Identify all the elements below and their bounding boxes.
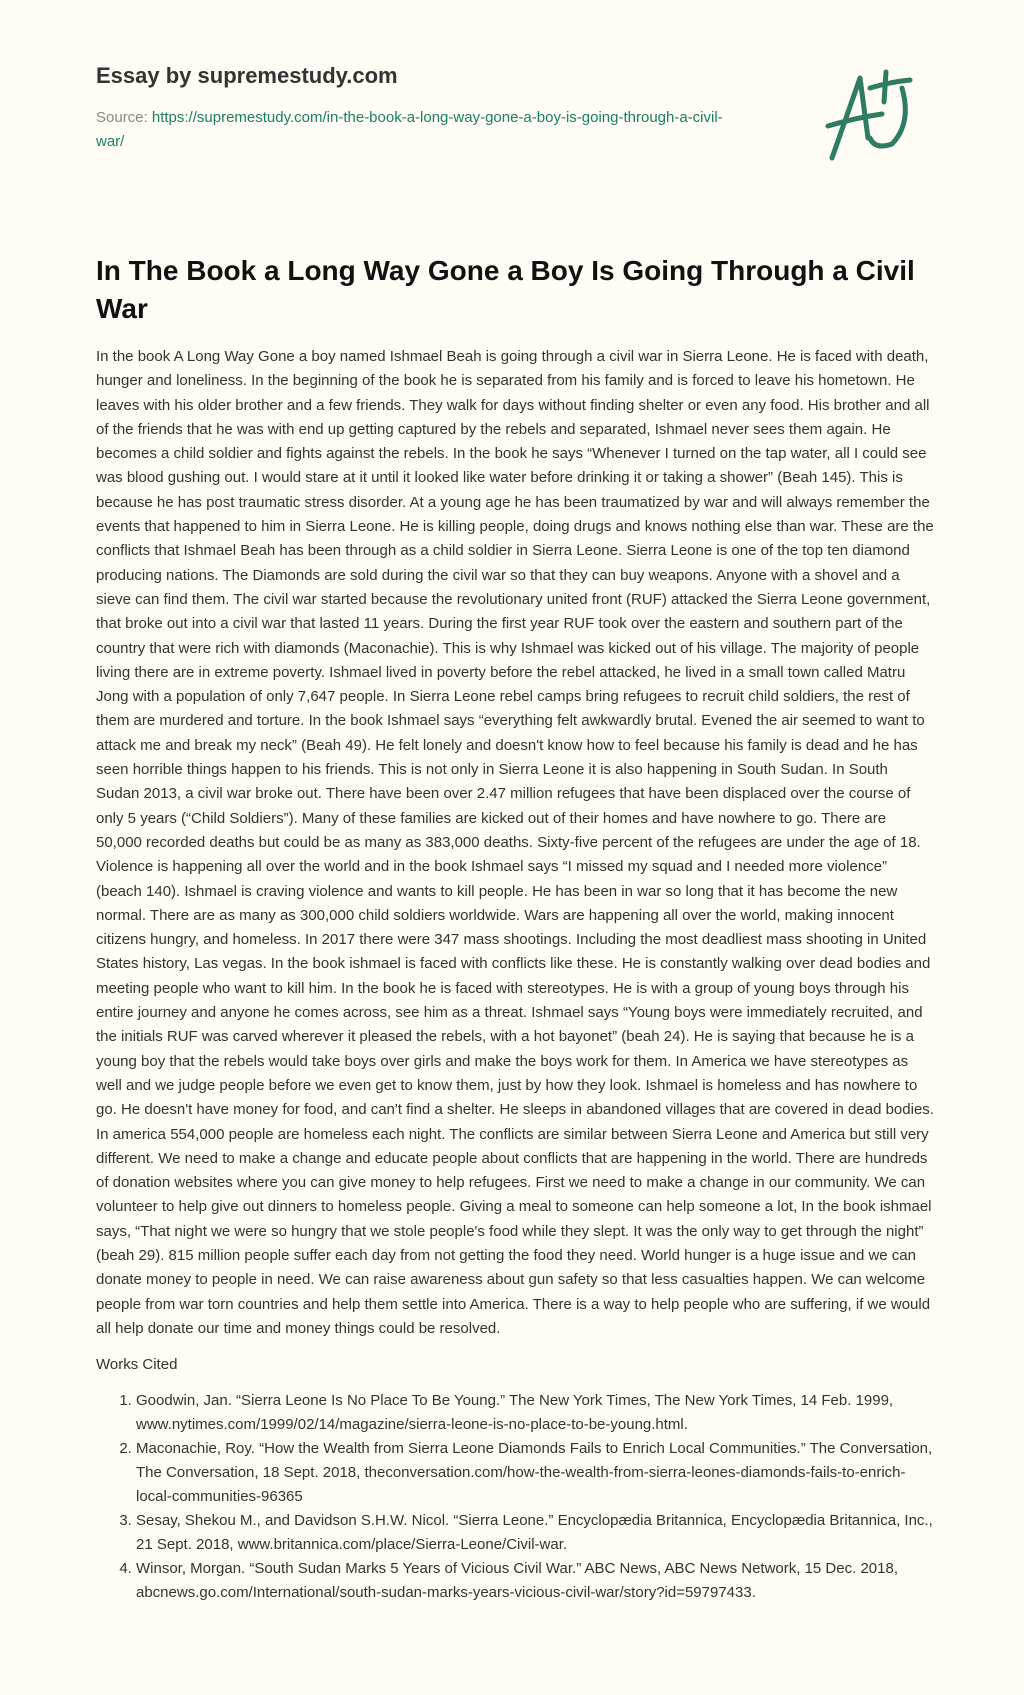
source-link[interactable]: https://supremestudy.com/in-the-book-a-long-way-gone-a-boy-is-going-through-a-civil-war/ xyxy=(96,109,723,150)
essay-title: In The Book a Long Way Gone a Boy Is Going Through a Civil War xyxy=(96,255,915,324)
works-cited-list xyxy=(96,1389,934,1605)
a-plus-logo-icon xyxy=(820,68,930,168)
citation-item: 1. Goodwin, Jan. “Sierra Leone Is No Place To Be Young.” The New York Times, The New York Times, 14 Feb. 1999, www.nytimes.com/1999/02/14/magazine/sierra-leone-is-no-place-to-be-young.html. xyxy=(136,1389,934,1437)
source-line xyxy=(96,106,736,154)
site-title: Essay by supremestudy.com xyxy=(96,63,398,88)
works-cited-heading: Works Cited xyxy=(96,1356,178,1374)
essay-body: In the book A Long Way Gone a boy named Ishmael Beah is going through a civil war in Sierra Leone. He is faced with death, hunger and loneliness. In the beginning of the book he is separated from his family and is forced to leave his hometown. He leaves with his older brother and a few friends. They walk for days without finding shelter or even any food. His brother and all of the friends that he was with end up getting captured by the rebels and separated, Ishmael never sees them again. He becomes a child soldier and fights against the rebels. In the book he says “Whenever I turned on the tap water, all I could see was blood gushing out. I would stare at it until it looked like water before drinking it or taking a shower” (Beah 145). This is because he has post traumatic stress disorder. At a young age he has been traumatized by war and will always remember the events that happened to him in Sierra Leone. He is killing people, doing drugs and knows nothing else than war. These are the conflicts that Ishmael Beah has been through as a child soldier in Sierra Leone. Sierra Leone is one of the top ten diamond producing nations. The Diamonds are sold during the civil war so that they can buy weapons. Anyone with a shovel and a sieve can find them. The civil war started because the revolutionary united front (RUF) attacked the Sierra Leone government, that broke out into a civil war that lasted 11 years. During the first year RUF took over the eastern and southern part of the country that were rich with diamonds (Maconachie). This is why Ishmael was kicked out of his village. The majority of people living there are in extreme poverty. Ishmael lived in poverty before the rebel attacked, he lived in a small town called Matru Jong with a population of only 7,647 people. In Sierra Leone rebel camps bring refugees to recruit child soldiers, the rest of them are murdered and torture. In the book Ishmael says “everything felt awkwardly brutal. Evened the air seemed to want to attack me and break my neck” (Beah 49). He felt lonely and doesn't know how to feel because his family is dead and he has seen horrible things happen to his friends. This is not only in Sierra Leone it is also happening in South Sudan. In South Sudan 2013, a civil war broke out. There have been over 2.47 million refugees that have been displaced over the course of only 5 years (“Child Soldiers”). Many of these families are kicked out of their homes and have nowhere to go. There are 50,000 recorded deaths but could be as many as 383,000 deaths. Sixty-five percent of the refugees are under the age of 18. Violence is happening all over the world and in the book Ishmael says “I missed my squad and I needed more violence” (beach 140). Ishmael is craving violence and wants to kill people. He has been in war so long that it has become the new normal. There are as many as 300,000 child soldiers worldwide. Wars are happening all over the world, making innocent citizens hungry, and homeless. In 2017 there were 347 mass shootings. Including the most deadliest mass shooting in United States history, Las vegas. In the book ishmael is faced with conflicts like these. He is constantly walking over dead bodies and meeting people who want to kill him. In the book he is faced with stereotypes. He is with a group of young boys through his entire journey and anyone he comes across, see him as a threat. Ishmael says “Young boys were immediately recruited, and the initials RUF was carved wherever it pleased the rebels, with a hot bayonet” (beah 24). He is saying that because he is a young boy that the rebels would take boys over girls and make the boys work for them. In America we have stereotypes as well and we judge people before we even get to know them, just by how they look. Ishmael is homeless and has nowhere to go. He doesn't have money for food, and can't find a shelter. He sleeps in abandoned villages that are covered in dead bodies. In america 554,000 people are homeless each night. The conflicts are similar between Sierra Leone and America but still very different. We need to make a change and educate people about conflicts that are happening in the world. There are hundreds of donation websites where you can give money to help refugees. First we need to make a change in our community. We can volunteer to help give out dinners to homeless people. Giving a meal to someone can help someone a lot, In the book ishmael says, “That night we were so hungry that we stole people's food while they slept. It was the only way to get through the night” (beah 29). 815 million people suffer each day from not getting the food they need. World hunger is a huge issue and we can donate money to people in need. We can raise awareness about gun safety so that less casualties happen. We can welcome people from war torn countries and help them settle into America. There is a way to help people who are suffering, if we would all help donate our time and money things could be resolved. xyxy=(96,348,934,1337)
source-label: Source: xyxy=(96,109,152,126)
citation-item: 4. Winsor, Morgan. “South Sudan Marks 5 Years of Vicious Civil War.” ABC News, ABC News Network, 15 Dec. 2018, abcnews.go.com/International/south-sudan-marks-years-vicious-civil-war/story?id=59797433. xyxy=(136,1557,934,1605)
citation-item: 3. Sesay, Shekou M., and Davidson S.H.W. Nicol. “Sierra Leone.” Encyclopædia Britannica, Encyclopædia Britannica, Inc., 21 Sept. 2018, www.britannica.com/place/Sierra-Leone/Civil-war. xyxy=(136,1509,934,1557)
citation-item: 2. Maconachie, Roy. “How the Wealth from Sierra Leone Diamonds Fails to Enrich Local Communities.” The Conversation, The Conversation, 18 Sept. 2018, theconversation.com/how-the-wealth-from-sierra-leones-diamonds-fails-to-enrich-local-communities-96365 xyxy=(136,1437,934,1509)
site-header xyxy=(96,62,736,212)
